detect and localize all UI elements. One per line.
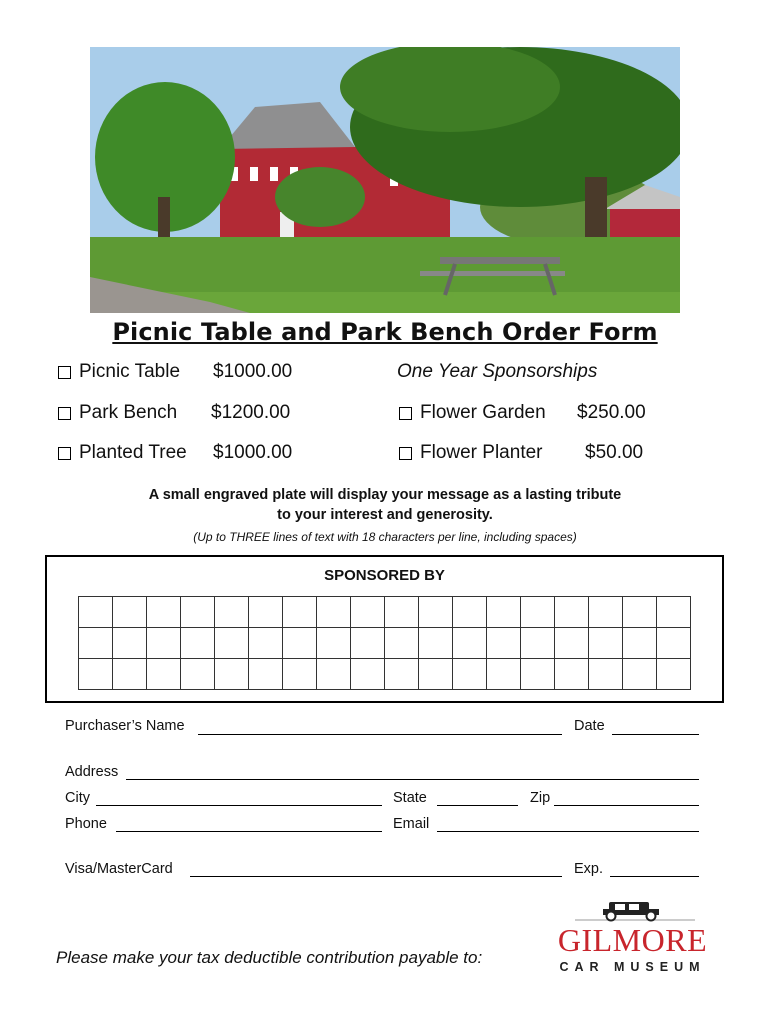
grid-cell[interactable] — [317, 628, 351, 659]
address-label: Address — [65, 764, 119, 780]
option-price: $50.00 — [585, 442, 644, 463]
grid-cell[interactable] — [487, 597, 521, 628]
exp-label: Exp. — [574, 861, 604, 877]
grid-cell[interactable] — [181, 659, 215, 690]
option-price: $1000.00 — [213, 361, 293, 382]
grid-cell[interactable] — [419, 597, 453, 628]
option-price: $1200.00 — [211, 402, 291, 423]
grid-cell[interactable] — [283, 659, 317, 690]
grid-cell[interactable] — [113, 628, 147, 659]
phone-input[interactable] — [116, 831, 382, 832]
purchaser-label: Purchaser’s Name — [65, 718, 185, 734]
email-label: Email — [393, 816, 430, 832]
logo-subtitle: CAR MUSEUM — [559, 960, 706, 974]
option-planted-tree[interactable] — [58, 442, 187, 464]
option-label: Flower Planter — [420, 442, 543, 463]
character-note: (Up to THREE lines of text with 18 characters per line, including spaces) — [193, 530, 577, 544]
checkbox-icon[interactable] — [399, 447, 412, 460]
grid-cell[interactable] — [623, 597, 657, 628]
grid-cell[interactable] — [589, 597, 623, 628]
grid-cell[interactable] — [147, 628, 181, 659]
grid-cell[interactable] — [521, 597, 555, 628]
grid-cell[interactable] — [521, 628, 555, 659]
grid-row — [79, 659, 691, 690]
checkbox-icon[interactable] — [58, 447, 71, 460]
grid-cell[interactable] — [147, 597, 181, 628]
grid-cell[interactable] — [623, 659, 657, 690]
grid-cell[interactable] — [555, 628, 589, 659]
grid-cell[interactable] — [385, 597, 419, 628]
grid-cell[interactable] — [521, 659, 555, 690]
engraving-grid — [78, 596, 691, 690]
grid-cell[interactable] — [79, 597, 113, 628]
option-label: Park Bench — [79, 402, 178, 423]
option-price: $250.00 — [577, 402, 646, 423]
grid-cell[interactable] — [249, 628, 283, 659]
grid-cell[interactable] — [657, 659, 691, 690]
zip-input[interactable] — [554, 805, 699, 806]
grid-cell[interactable] — [351, 659, 385, 690]
card-label: Visa/MasterCard — [65, 861, 173, 877]
date-label: Date — [574, 718, 605, 734]
grid-cell[interactable] — [453, 597, 487, 628]
city-input[interactable] — [96, 805, 382, 806]
option-label: Flower Garden — [420, 402, 546, 423]
grid-cell[interactable] — [453, 659, 487, 690]
grid-cell[interactable] — [351, 628, 385, 659]
barn-photo — [90, 47, 680, 313]
grid-cell[interactable] — [249, 597, 283, 628]
sponsorship-heading: One Year Sponsorships — [397, 361, 598, 382]
grid-cell[interactable] — [385, 659, 419, 690]
page-title: Picnic Table and Park Bench Order Form — [112, 318, 658, 346]
grid-cell[interactable] — [249, 659, 283, 690]
email-input[interactable] — [437, 831, 699, 832]
grid-cell[interactable] — [283, 597, 317, 628]
grid-cell[interactable] — [453, 628, 487, 659]
state-input[interactable] — [437, 805, 518, 806]
grid-cell[interactable] — [657, 597, 691, 628]
grid-cell[interactable] — [317, 597, 351, 628]
city-label: City — [65, 790, 90, 806]
option-park-bench[interactable] — [58, 402, 177, 424]
grid-cell[interactable] — [555, 597, 589, 628]
message-line: A small engraved plate will display your message as a lasting tribute — [148, 487, 622, 503]
option-flower-garden[interactable] — [399, 402, 546, 424]
address-input[interactable] — [126, 779, 699, 780]
date-input[interactable] — [612, 734, 699, 735]
grid-cell[interactable] — [487, 628, 521, 659]
grid-cell[interactable] — [147, 659, 181, 690]
option-picnic-table[interactable] — [58, 361, 180, 383]
grid-cell[interactable] — [419, 659, 453, 690]
grid-cell[interactable] — [215, 659, 249, 690]
grid-cell[interactable] — [623, 628, 657, 659]
gilmore-logo — [545, 898, 720, 978]
exp-input[interactable] — [610, 876, 699, 877]
grid-cell[interactable] — [215, 628, 249, 659]
grid-cell[interactable] — [589, 628, 623, 659]
grid-cell[interactable] — [181, 597, 215, 628]
sponsored-by-box — [45, 555, 724, 703]
card-input[interactable] — [190, 876, 562, 877]
grid-cell[interactable] — [215, 597, 249, 628]
option-flower-planter[interactable] — [399, 442, 543, 464]
car-icon — [545, 898, 720, 924]
grid-cell[interactable] — [79, 659, 113, 690]
grid-cell[interactable] — [419, 628, 453, 659]
logo-word: GILMORE — [557, 922, 708, 958]
checkbox-icon[interactable] — [399, 407, 412, 420]
message-line: to your interest and generosity. — [277, 507, 493, 523]
purchaser-input[interactable] — [198, 734, 562, 735]
grid-cell[interactable] — [283, 628, 317, 659]
payable-note: Please make your tax deductible contribution payable to: — [56, 948, 483, 967]
grid-cell[interactable] — [657, 628, 691, 659]
grid-cell[interactable] — [113, 659, 147, 690]
grid-cell[interactable] — [385, 628, 419, 659]
grid-cell[interactable] — [555, 659, 589, 690]
grid-row — [79, 628, 691, 659]
zip-label: Zip — [530, 790, 551, 806]
grid-cell[interactable] — [79, 628, 113, 659]
option-label: Planted Tree — [79, 442, 187, 463]
option-price: $1000.00 — [213, 442, 293, 463]
checkbox-icon[interactable] — [58, 366, 71, 379]
phone-label: Phone — [65, 816, 107, 832]
grid-cell[interactable] — [317, 659, 351, 690]
grid-cell[interactable] — [487, 659, 521, 690]
grid-cell[interactable] — [181, 628, 215, 659]
sponsored-by-title: SPONSORED BY — [324, 567, 445, 584]
grid-cell[interactable] — [589, 659, 623, 690]
grid-cell[interactable] — [351, 597, 385, 628]
option-label: Picnic Table — [79, 361, 181, 382]
grid-row — [79, 597, 691, 628]
state-label: State — [393, 790, 427, 806]
grid-cell[interactable] — [113, 597, 147, 628]
checkbox-icon[interactable] — [58, 407, 71, 420]
